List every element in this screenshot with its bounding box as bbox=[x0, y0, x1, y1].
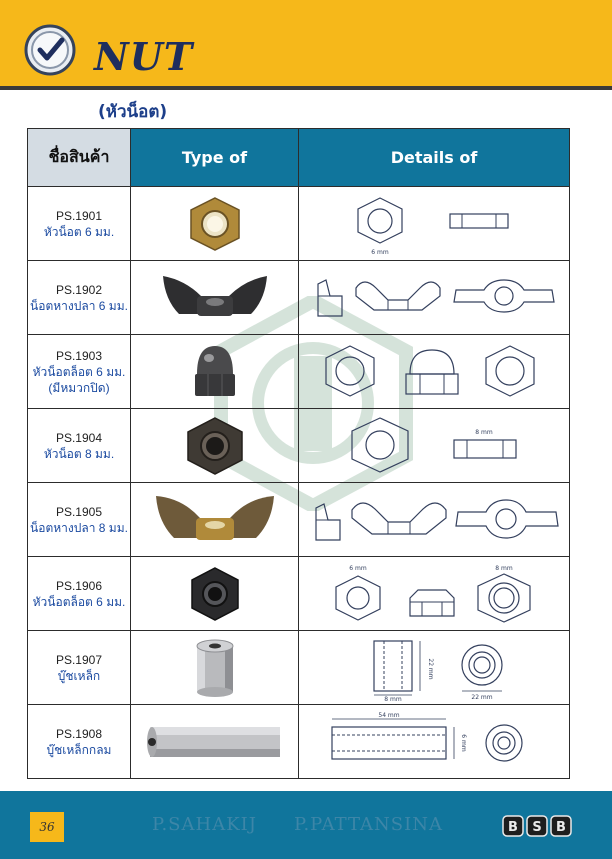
brand-name-left: P.SAHAKIJ bbox=[152, 814, 257, 835]
drawing-cell bbox=[299, 335, 570, 409]
photo-cell bbox=[131, 409, 299, 483]
drawing-cell bbox=[299, 705, 570, 779]
drawing-cell bbox=[299, 261, 570, 335]
product-cell bbox=[28, 483, 131, 557]
photo-cell bbox=[131, 187, 299, 261]
round-bushing-photo bbox=[140, 717, 290, 767]
table-row bbox=[28, 409, 570, 483]
dimension-label: 6 mm bbox=[349, 564, 367, 572]
check-badge-icon bbox=[24, 24, 76, 76]
hex-nut-photo bbox=[175, 194, 255, 254]
logo-letter: B bbox=[556, 820, 566, 835]
table-row bbox=[28, 261, 570, 335]
product-code: PS.1907 bbox=[55, 652, 103, 667]
product-cell bbox=[28, 261, 131, 335]
product-code: PS.1903 bbox=[55, 348, 103, 363]
round-bushing-drawing bbox=[304, 709, 564, 775]
bushing-photo bbox=[185, 636, 245, 700]
hex-nut-drawing bbox=[304, 414, 564, 478]
logo-letter: B bbox=[508, 820, 518, 835]
drawing-cell bbox=[299, 557, 570, 631]
photo-cell bbox=[131, 631, 299, 705]
header-divider bbox=[0, 86, 612, 90]
product-code: PS.1904 bbox=[55, 430, 103, 445]
product-desc: หัวน็อต 6 มม. bbox=[43, 224, 115, 239]
product-desc: หัวน็อตล็อต 6 มม. bbox=[32, 594, 126, 609]
page-subtitle: (หัวน็อต) bbox=[98, 102, 168, 122]
product-cell bbox=[28, 705, 131, 779]
wing-nut-drawing bbox=[304, 488, 564, 552]
header-type: Type of bbox=[131, 129, 299, 187]
dimension-label: 22 mm bbox=[427, 657, 434, 680]
footer-brand-logos bbox=[502, 815, 572, 837]
logo-letter: S bbox=[532, 820, 542, 835]
brand-name-right: P.PATTANSINA bbox=[294, 814, 443, 835]
drawing-cell bbox=[299, 409, 570, 483]
lock-nut-drawing bbox=[304, 562, 564, 626]
header-product-name: ชื่อสินค้า bbox=[28, 129, 131, 187]
photo-cell bbox=[131, 261, 299, 335]
product-code: PS.1905 bbox=[55, 504, 103, 519]
table-row bbox=[28, 705, 570, 779]
product-cell bbox=[28, 631, 131, 705]
table-header-row bbox=[28, 129, 570, 187]
photo-cell bbox=[131, 483, 299, 557]
dimension-label: 8 mm bbox=[384, 695, 402, 701]
product-desc: น็อตหางปลา 8 มม. bbox=[30, 520, 128, 535]
product-code: PS.1908 bbox=[55, 726, 103, 741]
product-desc: บู๊ชเหล็กกลม bbox=[46, 742, 112, 757]
product-desc: น็อตหางปลา 6 มม. bbox=[30, 298, 128, 313]
wing-nut-photo bbox=[150, 488, 280, 552]
hex-nut-drawing bbox=[304, 192, 564, 256]
lock-nut-photo bbox=[185, 564, 245, 624]
product-desc: (มีหมวกปิด) bbox=[48, 380, 110, 395]
cap-nut-drawing bbox=[304, 340, 564, 404]
dimension-label: 6 mm bbox=[371, 248, 389, 256]
table-row bbox=[28, 335, 570, 409]
table-row bbox=[28, 187, 570, 261]
page-number: 36 bbox=[30, 812, 64, 842]
dimension-label: 8 mm bbox=[495, 564, 513, 572]
product-cell bbox=[28, 557, 131, 631]
product-cell bbox=[28, 187, 131, 261]
wing-nut-photo bbox=[155, 266, 275, 330]
photo-cell bbox=[131, 335, 299, 409]
cap-nut-photo bbox=[185, 340, 245, 404]
product-desc: หัวน็อต 8 มม. bbox=[43, 446, 115, 461]
dimension-label: 8 mm bbox=[475, 428, 493, 436]
photo-cell bbox=[131, 705, 299, 779]
dimension-label: 6 mm bbox=[460, 733, 467, 752]
table-row bbox=[28, 557, 570, 631]
drawing-cell bbox=[299, 187, 570, 261]
product-desc: บู๊ชเหล็ก bbox=[57, 668, 101, 683]
drawing-cell bbox=[299, 631, 570, 705]
header-band bbox=[0, 0, 612, 88]
dimension-label: 22 mm bbox=[471, 693, 493, 701]
photo-cell bbox=[131, 557, 299, 631]
bushing-drawing bbox=[304, 635, 564, 701]
header-details: Details of bbox=[299, 129, 570, 187]
wing-nut-drawing bbox=[304, 266, 564, 330]
product-desc: หัวน็อตล็อต 6 มม. bbox=[32, 364, 126, 379]
drawing-cell bbox=[299, 483, 570, 557]
product-code: PS.1902 bbox=[55, 282, 103, 297]
product-cell bbox=[28, 409, 131, 483]
product-cell bbox=[28, 335, 131, 409]
table-row bbox=[28, 483, 570, 557]
page-title: NUT bbox=[94, 34, 194, 79]
hex-nut-photo bbox=[180, 414, 250, 478]
dimension-label: 54 mm bbox=[378, 711, 400, 719]
table-row bbox=[28, 631, 570, 705]
product-code: PS.1901 bbox=[55, 208, 103, 223]
products-table bbox=[27, 128, 570, 779]
product-code: PS.1906 bbox=[55, 578, 103, 593]
